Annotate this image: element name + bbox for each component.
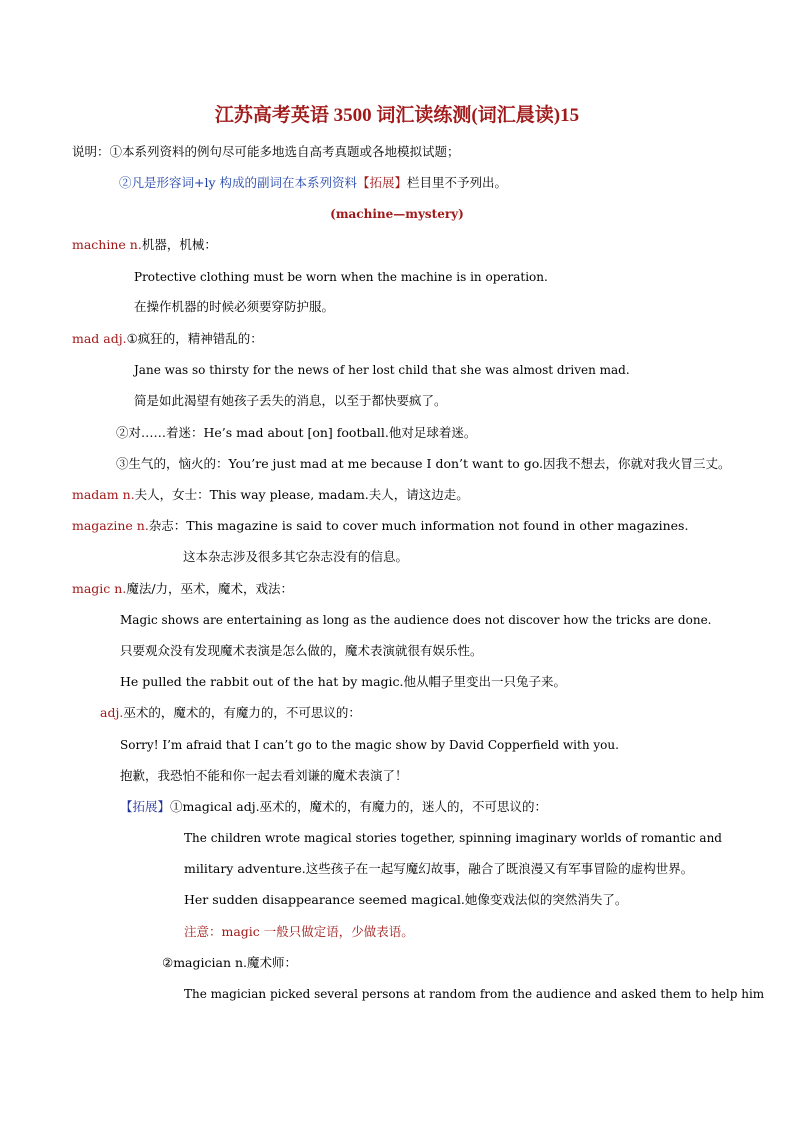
extension-item-1: ①magical adj.巫术的，魔术的，有魔力的，迷人的，不可思议的： bbox=[170, 799, 548, 814]
extension-example-line-2: military adventure.这些孩子在一起写魔幻故事，融合了既浪漫又有军事冒险的虚构世界。 bbox=[184, 861, 694, 876]
intro-line-2-text: ②凡是形容词+ly 构成的副词在本系列资料 bbox=[119, 175, 358, 190]
entry-magazine-head bbox=[72, 518, 688, 534]
example-chinese: 简是如此渴望有她孩子丢失的消息，以至于都快要疯了。 bbox=[134, 393, 447, 408]
pos-label: adj. bbox=[100, 705, 124, 720]
entry-word: mad adj. bbox=[72, 331, 127, 346]
extension-line-1 bbox=[120, 799, 547, 815]
entry-meaning: 杂志：This magazine is said to cover much information not found in other magazines. bbox=[148, 518, 689, 533]
example-chinese: 只要观众没有发现魔术表演是怎么做的，魔术表演就很有娱乐性。 bbox=[120, 643, 483, 658]
mad-sense-3: ③生气的，恼火的：You’re just mad at me because I don’t want to go.因我不想去，你就对我火冒三丈。 bbox=[116, 456, 731, 471]
entry-meaning: 机器，机械： bbox=[141, 237, 217, 252]
extension-example-line-1: The children wrote magical stories together, spinning imaginary worlds of romantic and bbox=[184, 831, 722, 845]
example-chinese: 抱歉，我恐怕不能和你一起去看刘谦的魔术表演了！ bbox=[120, 768, 408, 783]
magic-adj-head bbox=[100, 705, 361, 721]
intro-line-2-end: 栏目里不予列出。 bbox=[407, 175, 508, 190]
intro-line-1: 说明：①本系列资料的例句尽可能多地选自高考真题或各地模拟试题； bbox=[72, 144, 460, 159]
adj-meaning: 巫术的，魔术的，有魔力的，不可思议的： bbox=[123, 705, 361, 720]
entry-machine-head bbox=[72, 237, 217, 253]
example-english: Protective clothing must be worn when the machine is in operation. bbox=[134, 270, 548, 284]
intro-tag: 【拓展】 bbox=[357, 175, 408, 190]
usage-note: 注意：magic 一般只做定语，少做表语。 bbox=[184, 924, 414, 939]
entry-word: machine n. bbox=[72, 237, 142, 252]
mad-sense-2: ②对……着迷：He’s mad about [on] football.他对足球着迷。 bbox=[116, 425, 477, 440]
page-title: 江苏高考英语 3500 词汇读练测(词汇晨读)15 bbox=[214, 105, 580, 126]
example-english: Sorry! I’m afraid that I can’t go to the magic show by David Copperfield with you. bbox=[120, 738, 619, 752]
entry-word: magic n. bbox=[72, 581, 127, 596]
example-mixed: He pulled the rabbit out of the hat by magic.他从帽子里变出一只兔子来。 bbox=[120, 674, 567, 689]
entry-mad-head bbox=[72, 331, 263, 347]
entry-magic-head bbox=[72, 581, 293, 597]
entry-meaning: ①疯狂的，精神错乱的： bbox=[126, 331, 263, 346]
entry-meaning: 魔法/力，巫术，魔术，戏法： bbox=[126, 581, 294, 596]
entry-word: magazine n. bbox=[72, 518, 149, 533]
section-range: (machine—mystery) bbox=[330, 207, 464, 221]
extension-item-2: ②magician n.魔术师： bbox=[162, 955, 298, 970]
entry-madam-head bbox=[72, 487, 469, 503]
example-english: Magic shows are entertaining as long as the audience does not discover how the tricks are done. bbox=[120, 613, 712, 627]
extension-example-2: Her sudden disappearance seemed magical.她像变戏法似的突然消失了。 bbox=[184, 892, 628, 907]
entry-meaning: 夫人，女士：This way please, madam.夫人，请这边走。 bbox=[134, 487, 469, 502]
example-english: Jane was so thirsty for the news of her lost child that she was almost driven mad. bbox=[134, 363, 630, 377]
extension-item-2-example: The magician picked several persons at random from the audience and asked them to help him bbox=[184, 987, 765, 1001]
example-chinese: 这本杂志涉及很多其它杂志没有的信息。 bbox=[183, 549, 409, 564]
intro-line-2 bbox=[119, 175, 507, 191]
entry-word: madam n. bbox=[72, 487, 135, 502]
example-chinese: 在操作机器的时候必须要穿防护服。 bbox=[134, 299, 335, 314]
extension-tag: 【拓展】 bbox=[120, 799, 171, 814]
